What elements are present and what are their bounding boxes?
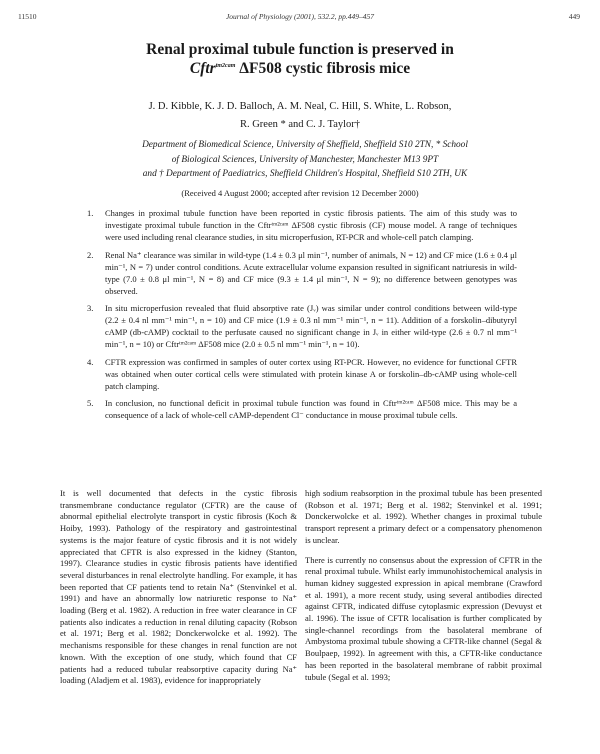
abstract-item-number: 1. [87,208,94,218]
journal-citation: Journal of Physiology (2001), 532.2, pp.449–457 [225,12,375,21]
author-list [60,98,540,134]
body-column-right [305,488,542,691]
body-column-left [60,488,297,695]
affiliation-line-2: of Biological Sciences, University of Manchester, Manchester M13 9PT [171,154,439,165]
abstract-item-number: 3. [87,303,94,313]
page-id: 11510 [18,12,37,21]
abstract-item [87,207,517,243]
title-line-1: Renal proximal tubule function is preserved in [146,41,454,58]
abstract-item-number: 2. [87,249,94,260]
abstract [87,207,517,427]
abstract-item [87,302,517,350]
abstract-item [87,356,517,392]
title-line-2-rest: ΔF508 cystic fibrosis mice [235,60,411,77]
received-dates: (Received 4 August 2000; accepted after revision 12 December 2000) [181,188,419,198]
page-number: 449 [568,12,580,21]
authors-line-1: J. D. Kibble, K. J. D. Balloch, A. M. Neal, C. Hill, S. White, L. Robson, [148,101,452,112]
abstract-item-number: 4. [87,356,94,367]
title-line-2 [0,59,600,78]
title-gene: Cftr [189,60,216,77]
abstract-item-text: In conclusion, no functional deficit in proximal tubule function was found in Cftrᵗᵐ²ᶜᵃᵐ ΔF508 mice. This may be a consequence of a lack of whole-cell cAMP-dependent Cl⁻ conductance in mouse proximal tubule cells. [105,398,517,420]
body-paragraph: high sodium reabsorption in the proximal tubule has been presented (Robson et al. 1971; Berg et al. 1982; Stenvinkel et al. 1991; Donckerwolcke et al. 1992). Whether changes in proximal tubule transport represent a primary defect or a compensatory phenomenon is unclear. [305,488,542,545]
article-title [0,40,600,78]
abstract-item-text: Changes in proximal tubule function have been reported in cystic fibrosis patients. The aim of this study was to investigate proximal tubule function in the Cftrᵗᵐ²ᶜᵃᵐ ΔF508 cystic fibrosis (CF) mouse model. A range of techniques were used including renal clearance studies, in situ microperfusion, RT-PCR and whole-cell patch clamping. [105,208,517,242]
affiliation-line-3: and † Department of Paediatrics, Sheffield Children's Hospital, Sheffield S10 2TH, UK [142,169,468,179]
abstract-item-text: In situ microperfusion revealed that fluid absorptive rate (Jᵥ) was similar under control conditions between wild-type (2.2 ± 0.4 nl mm⁻¹ min⁻¹, n = 10) and CF mice (1.9 ± 0.3 nl mm⁻¹ min⁻¹, n = 11). Addition of a forskolin–dibutyryl cAMP (db-cAMP) cocktail to the perfusate caused no significant change in Jᵥ in either wild-type (2.6 ± 0.7 nl mm⁻¹ min⁻¹, n = 10) or Cftrᵗᵐ²ᶜᵃᵐ ΔF508 mice (2.0 ± 0.5 nl mm⁻¹ min⁻¹, n = 10). [105,303,517,349]
affiliations [60,138,550,182]
body-paragraph: It is well documented that defects in the cystic fibrosis transmembrane conductance regulator (CFTR) are the cause of abnormal epithelial electrolyte transport in cystic fibrosis (Koch & Hoiby, 1993). Pathology of the respiratory and gastrointestinal systems is the major feature of cystic fibrosis and it is not widely appreciated that CFTR is also expressed in the kidney (Stanton, 1997). Clearance studies in cystic fibrosis patients have identified several disturbances in renal electrolyte handling. For example, it has been reported that CF patients tend to retain Na⁺ (Stenvinkel et al. 1991) and have an abnormally low natriuretic response to Na⁺ loading (Berg et al. 1982). A reduction in free water clearance in CF patients also indicates a reduction in renal diluting capacity (Robson et al. 1971; Berg et al. 1982; Donckerwolcke et al. 1992). The mechanisms responsible for these changes in renal function are not known. With the exception of one study, which found that CF patients had a reduced tubular reabsorptive capacity during Na⁺ loading (Aladjem et al. 1983), evidence for inappropriately [60,488,297,686]
abstract-item [87,249,517,297]
abstract-item-text: CFTR expression was confirmed in samples of outer cortex using RT-PCR. However, no evidence for functional CFTR was obtained when outer cortical cells were stimulated with protein kinase A or forskolin–db-cAMP using whole-cell patch clamping. [105,356,517,391]
abstract-item-number: 5. [87,398,94,408]
abstract-item-text: Renal Na⁺ clearance was similar in wild-type (1.4 ± 0.3 μl min⁻¹, number of animals, N = 12) and CF mice (1.6 ± 0.4 μl min⁻¹, N = 7) under control conditions. Acute extracellular volume expansion resulted in significant natriuresis in wild-type (7.0 ± 0.8 μl min⁻¹, N = 8) and CF mice (9.3 ± 1.4 μl min⁻¹, N = 9); no difference between genotypes was observed. [105,249,517,296]
authors-line-2: R. Green * and C. J. Taylor† [239,119,361,130]
abstract-item [87,397,517,421]
title-gene-sup: tm2cam [215,62,236,69]
body-paragraph: There is currently no consensus about the expression of CFTR in the renal proximal tubule. Whilst early immunohistochemical analysis in human kidney suggested expression in apical membrane (Crawford et al. 1991), a more recent study, using several antibodies directed against CFTR, indicated diffuse cytoplasmic expression (Devuyst et al. 1996). The issue of CFTR localisation is further complicated by single-channel recordings from the basolateral membrane of Ambystoma proximal tubule showing a CFTR-like channel (Segal & Boulpaep, 1992). In agreement with this, a CFTR-like conductance has been reported in the basolateral membrane of rabbit proximal tubule (Segal et al. 1993; [305,554,542,682]
affiliation-line-1: Department of Biomedical Science, University of Sheffield, Sheffield S10 2TN, * School [142,140,468,150]
